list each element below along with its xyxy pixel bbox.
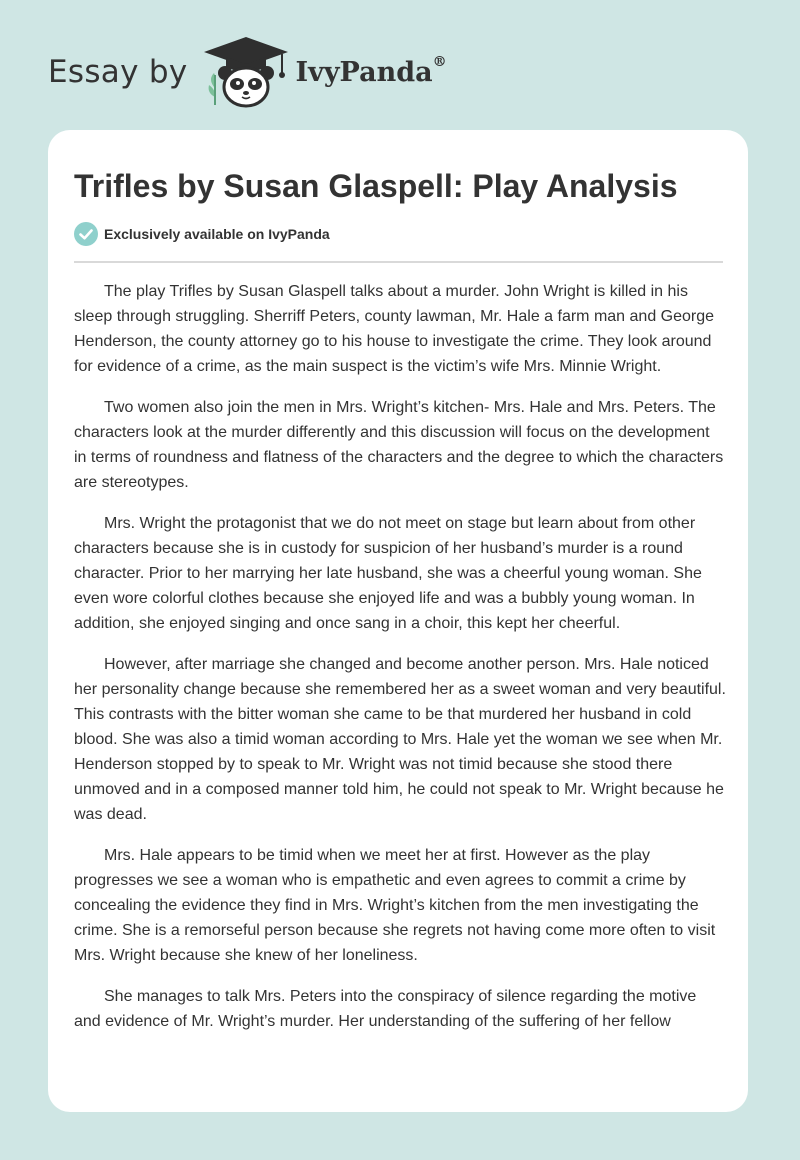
essay-paragraph: Mrs. Wright the protagonist that we do not meet on stage but learn about from other characters because she is in custody for suspicion of her husband’s murder is a round character. Prior to her marrying her late husband, she was a cheerful young woman. She even wore colorful clothes because she enjoyed life and was a bubbly young woman. In addition, she enjoyed singing and once sang in a choir, this kept her cheerful.	[74, 515, 702, 632]
essay-paragraph: Mrs. Hale appears to be timid when we meet her at first. However as the play progresses we see a woman who is empathetic and even agrees to commit a crime by concealing the evidence they find in Mrs. Wright’s kitchen from the men investigating the crime. She is a remorseful person because she regrets not having come more often to visit Mrs. Wright because she knew of her loneliness.	[74, 847, 716, 964]
page-title: Trifles by Susan Glaspell: Play Analysis	[74, 168, 678, 204]
essay-card	[48, 130, 748, 1112]
essay-paragraph: The play Trifles by Susan Glaspell talks about a murder. John Wright is killed in his sleep through struggling. Sherriff Peters, county lawman, Mr. Hale a farm man and George Henderson, the county attorney go to his house to investigate the crime. They look around for evidence of a crime, as the main suspect is the victim’s wife Mrs. Minnie Wright.	[74, 283, 715, 375]
essay-paragraph: Two women also join the men in Mrs. Wright’s kitchen- Mrs. Hale and Mrs. Peters. The characters look at the murder differently and this discussion will focus on the development in terms of roundness and flatness of the characters and the degree to which the characters are stereotypes.	[74, 399, 724, 491]
essay-paragraph: She manages to talk Mrs. Peters into the conspiracy of silence regarding the motive and evidence of Mr. Wright’s murder. Her understanding of the suffering of her fellow	[74, 988, 697, 1030]
check-circle-icon	[74, 222, 98, 246]
panda-logo-icon	[202, 35, 290, 109]
essay-body	[74, 279, 726, 1050]
divider	[74, 261, 723, 263]
registered-mark: ®	[432, 53, 447, 70]
ivypanda-brand-name: IvyPanda®	[295, 53, 447, 88]
essay-by-label: Essay by	[48, 53, 188, 90]
site-header-brand[interactable]	[48, 36, 447, 108]
essay-paragraph: However, after marriage she changed and become another person. Mrs. Hale noticed her personality change because she remembered her as a sweet woman and very beautiful. This contrasts with the bitter woman she came to be that murdered her husband in cold blood. She was also a timid woman according to Mrs. Hale yet the woman we see when Mr. Henderson stopped by to speak to Mr. Wright was not timid because she stood there unmoved and in a composed manner told him, he could not speak to Mr. Wright because he was dead.	[74, 656, 726, 823]
exclusive-badge-text: Exclusively available on IvyPanda	[104, 226, 330, 242]
exclusive-badge	[74, 222, 330, 246]
